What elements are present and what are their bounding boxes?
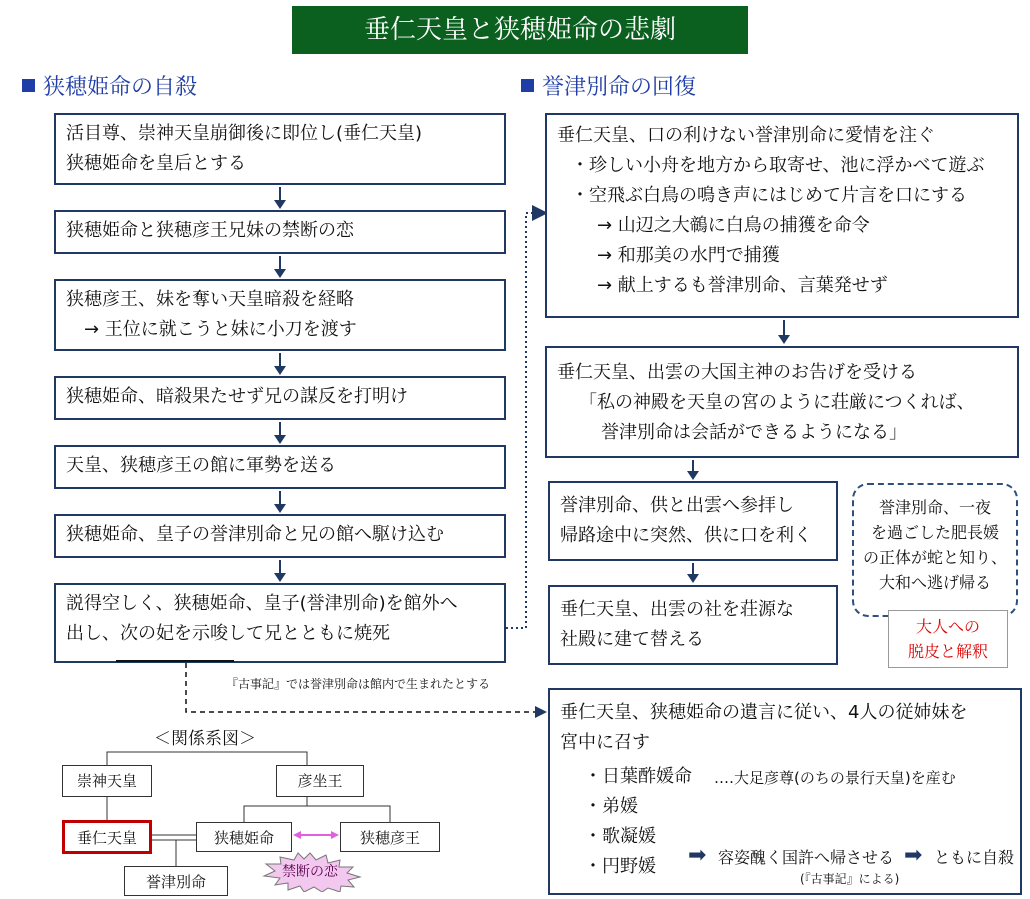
list-item: ・歌凝媛 <box>584 826 656 847</box>
box-text: 社殿に建て替える <box>560 629 704 650</box>
box-text: 垂仁天皇、狭穂姫命の遺言に従い、4人の従姉妹を <box>560 702 968 723</box>
node-suinin: 垂仁天皇 <box>62 820 152 854</box>
note-box <box>852 483 1018 617</box>
box-text: 誉津別命は会話ができるようになる」 <box>601 422 907 443</box>
step-text: → 王位に就こうと妹に小刀を渡す <box>84 319 357 340</box>
step-text: 活目尊、崇神天皇崩御後に即位し(垂仁天皇) <box>66 123 423 144</box>
list-item: ・日葉酢媛命 <box>584 766 692 787</box>
right-heading-text: 誉津別命の回復 <box>542 75 697 100</box>
right-box-2 <box>545 346 1019 458</box>
right-box-1 <box>545 113 1019 318</box>
note-text: の正体が蛇と知り、 <box>862 548 1007 567</box>
down-arrow-icon <box>783 320 785 342</box>
family-heading: ＜関係系図＞ <box>154 729 256 749</box>
page-title: 垂仁天皇と狭穂姫命の悲劇 <box>292 6 748 54</box>
step-text: 狭穂姫命を皇后とする <box>66 153 246 174</box>
step-text: 天皇、狭穂彦王の館に軍勢を送る <box>66 455 336 476</box>
left-heading-text: 狭穂姫命の自殺 <box>43 75 198 100</box>
node-sujin: 崇神天皇 <box>62 765 152 797</box>
step-text: 狭穂姫命と狭穂彦王兄妹の禁断の恋 <box>66 220 354 241</box>
list-item: ・弟媛 <box>584 796 638 817</box>
box-text: 宮中に召す <box>560 732 650 753</box>
node-hikoimasu: 彦坐王 <box>276 765 364 797</box>
box-text: → 山辺之大鶙に白鳥の捕獲を命令 <box>597 215 870 236</box>
step-text: 出し、次の妃を示唆して兄とともに焼死 <box>66 623 390 644</box>
note-text: 誉津別命、一夜 <box>878 498 991 517</box>
box-text: ・珍しい小舟を地方から取寄せ、池に浮かべて遊ぶ <box>571 155 985 176</box>
box-text: 垂仁天皇、出雲の大国主神のお告げを受ける <box>557 362 917 383</box>
down-arrow-icon <box>692 563 694 581</box>
node-sahohime: 狭穂姫命 <box>196 822 292 852</box>
right-box-4 <box>548 585 838 665</box>
note-text: 大和へ逃げ帰る <box>878 573 991 592</box>
source-note: (『古事記』による) <box>800 872 900 886</box>
result-2: ともに自殺 <box>934 848 1015 867</box>
item1-note: ‥‥大足彦尊(のちの景行天皇)を産む <box>714 769 956 787</box>
step-text: 説得空しく、狭穂姫命、皇子(誉津別命)を館外へ <box>66 593 458 614</box>
footnote: 『古事記』では誉津別命は館内で生まれたとする <box>226 677 491 691</box>
box-text: 垂仁天皇、口の利けない誉津別命に愛情を注ぐ <box>557 125 935 146</box>
box-text: → 献上するも誉津別命、言葉発せず <box>597 275 888 296</box>
box-text: ・空飛ぶ白鳥の鳴き声にはじめて片言を口にする <box>571 185 967 206</box>
box-text: 帰路途中に突然、供に口を利く <box>560 525 812 546</box>
note-text: を過ごした肥長媛 <box>870 523 999 542</box>
note-label <box>888 610 1008 668</box>
box-text: 「私の神殿を天皇の宮のように荘厳につくれば、 <box>579 392 975 413</box>
list-item: ・円野媛 <box>584 856 656 877</box>
step-text: 狭穂彦王、妹を奪い天皇暗殺を経略 <box>66 289 354 310</box>
right-arrow-icon: ➡ <box>904 843 923 868</box>
result-1: 容姿醜く国許へ帰させる <box>718 848 895 867</box>
note-label-text: 脱皮と解釈 <box>907 642 988 661</box>
box-text: 垂仁天皇、出雲の社を荘源な <box>560 599 794 620</box>
forbidden-label: 禁断の恋 <box>282 864 338 880</box>
box-text: 誉津別命、供と出雲へ参拝し <box>560 495 794 516</box>
note-label-text: 大人への <box>915 617 980 636</box>
node-homutsuwake: 誉津別命 <box>124 866 228 896</box>
down-arrow-icon <box>692 460 694 478</box>
step-text: 狭穂姫命、皇子の誉津別命と兄の館へ駆け込む <box>66 524 444 545</box>
consort-list <box>584 762 692 882</box>
step-text: 狭穂姫命、暗殺果たせず兄の謀反を打明け <box>66 386 408 407</box>
right-arrow-icon: ➡ <box>688 843 707 868</box>
node-sahohiko: 狭穂彦王 <box>340 822 440 852</box>
right-box-3 <box>548 481 838 561</box>
box-text: → 和那美の水門で捕獲 <box>597 245 780 266</box>
